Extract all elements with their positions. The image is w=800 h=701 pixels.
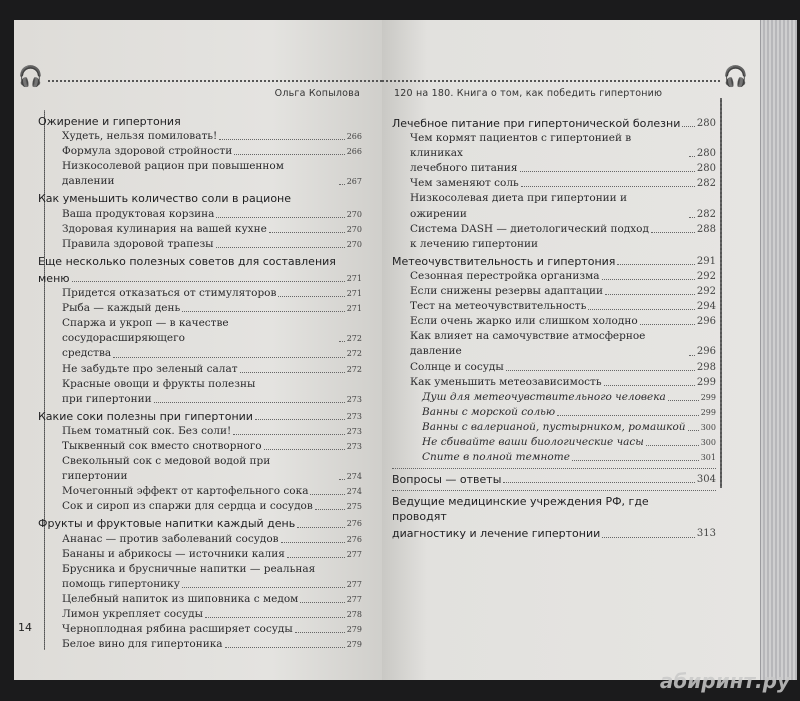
headphones-icon: 🎧	[723, 64, 748, 88]
toc-entry	[392, 269, 716, 284]
toc-section-entry	[392, 472, 716, 487]
toc-entry	[392, 390, 716, 405]
leader-dots	[557, 415, 699, 416]
leader-dots	[310, 494, 344, 495]
entry-title: Низкосолевой рацион при повышенном давлении	[62, 160, 284, 188]
leader-dots	[602, 279, 695, 280]
entry-title: Красные овощи и фрукты полезны	[62, 377, 256, 390]
entry-title: Худеть, нельзя помиловать!	[62, 130, 218, 143]
toc-entry	[392, 360, 716, 375]
entry-page-number: 296	[696, 316, 716, 328]
toc-section-entry	[392, 254, 716, 269]
entry-page-number: 272	[346, 334, 362, 344]
entry-page-number: 282	[696, 208, 716, 220]
leader-dots	[72, 281, 345, 282]
leader-dots	[503, 482, 695, 483]
toc-entry	[392, 284, 716, 299]
leader-dots	[689, 355, 695, 356]
leader-dots	[255, 419, 345, 420]
entry-page-number: 288	[696, 223, 716, 235]
leader-dots	[605, 294, 695, 295]
entry-page-number: 276	[346, 519, 362, 529]
entry-page-number: 304	[696, 474, 716, 486]
entry-page-number: 280	[696, 118, 716, 129]
entry-page-number: 280	[696, 163, 716, 175]
entry-page-number: 274	[346, 472, 362, 482]
toc-entry	[38, 316, 362, 346]
entry-title: Рыба — каждый день	[62, 302, 181, 315]
entry-page-number: 274	[346, 487, 362, 497]
toc-section-entry	[392, 494, 716, 524]
leader-dots	[646, 445, 699, 446]
toc-section-entry	[38, 516, 362, 531]
leader-dots	[182, 587, 345, 588]
entry-title: Солнце и сосуды	[410, 360, 504, 373]
entry-title: Если снижены резервы адаптации	[410, 285, 603, 298]
toc-entry	[38, 499, 362, 514]
entry-page-number: 276	[346, 534, 362, 544]
entry-title: помощь гипертонику	[62, 577, 180, 590]
right-page	[382, 20, 760, 680]
toc-entry	[38, 424, 362, 439]
entry-page-number: 279	[346, 625, 362, 635]
entry-title: Правила здоровой трапезы	[62, 237, 214, 250]
toc-entry	[38, 286, 362, 301]
toc-entry	[38, 484, 362, 499]
toc-entry	[392, 299, 716, 314]
entry-page-number: 291	[696, 255, 716, 267]
toc-entry	[392, 131, 716, 161]
toc-entry	[392, 435, 716, 450]
entry-page-number: 273	[346, 426, 362, 436]
entry-title: Ведущие медицинские учреждения РФ, где проводят	[392, 495, 649, 524]
toc-section-entry	[38, 191, 362, 206]
entry-title: Ванны с морской солью	[422, 405, 556, 418]
entry-title: Еще несколько полезных советов для составления	[38, 254, 336, 268]
entry-title: Не сбивайте ваши биологические часы	[422, 435, 644, 448]
entry-title: Как уменьшить количество соли в рационе	[38, 192, 292, 206]
entry-page-number: 275	[346, 502, 362, 512]
leader-dots	[216, 247, 345, 248]
toc-entry	[38, 129, 362, 144]
entry-title: Придется отказаться от стимуляторов	[62, 287, 277, 300]
toc-entry	[392, 375, 716, 390]
section-divider	[392, 490, 716, 491]
entry-title: Спите в полной темноте	[422, 451, 570, 464]
toc-entry	[392, 405, 716, 420]
entry-title: Мочегонный эффект от картофельного сока	[62, 485, 309, 498]
entry-title: Ожирение и гипертония	[38, 115, 181, 128]
toc-entry	[38, 592, 362, 607]
entry-title: диагностику и лечение гипертонии	[392, 527, 601, 541]
left-page	[14, 20, 382, 680]
leader-dots	[233, 434, 345, 435]
entry-title: средства	[62, 347, 112, 360]
entry-page-number: 273	[346, 441, 362, 451]
entry-title: Белое вино для гипертоника	[62, 638, 223, 651]
entry-title: Тест на метеочувствительность	[410, 300, 587, 313]
leader-dots	[682, 126, 695, 127]
entry-title: меню	[38, 271, 70, 285]
toc-entry	[38, 532, 362, 547]
entry-page-number: 266	[346, 147, 362, 157]
entry-page-number: 313	[696, 528, 716, 540]
leader-dots	[269, 232, 345, 233]
toc-section-entry	[38, 254, 362, 269]
entry-page-number: 299	[700, 407, 716, 417]
leader-dots	[339, 341, 345, 342]
leader-dots	[651, 232, 695, 233]
leader-dots	[154, 402, 345, 403]
entry-title: Лимон укрепляет сосуды	[62, 608, 203, 620]
entry-title: лечебного питания	[410, 162, 518, 175]
leader-dots	[688, 430, 699, 431]
entry-title: Здоровая кулинария на вашей кухне	[62, 222, 267, 235]
toc-entry	[38, 392, 362, 407]
entry-page-number: 271	[346, 273, 362, 283]
leader-dots	[295, 632, 345, 633]
leader-dots	[264, 449, 345, 450]
entry-title: Вопросы — ответы	[392, 473, 502, 487]
toc-entry	[38, 577, 362, 592]
toc-entry	[392, 191, 716, 221]
toc-entry	[38, 562, 362, 577]
entry-page-number: 272	[346, 349, 362, 359]
leader-dots	[521, 186, 695, 187]
vertical-dotted-rule	[720, 98, 722, 488]
leader-dots	[602, 537, 695, 538]
entry-page-number: 270	[346, 224, 362, 234]
leader-dots	[240, 372, 345, 373]
entry-page-number: 279	[346, 640, 362, 650]
leader-dots	[297, 527, 345, 528]
toc-entry	[38, 439, 362, 454]
running-head: Ольга Копылова	[274, 88, 360, 99]
toc-section-entry	[38, 114, 362, 129]
entry-title: Фрукты и фруктовые напитки каждый день	[38, 517, 296, 531]
leader-dots	[588, 309, 695, 310]
entry-title: Ваша продуктовая корзина	[62, 207, 215, 220]
entry-title: Метеочувствительность и гипертония	[392, 254, 616, 268]
toc-entry	[392, 237, 716, 252]
leader-dots	[287, 557, 345, 558]
entry-title: Низкосолевая диета при гипертонии и ожирении	[410, 192, 628, 220]
leader-dots	[689, 156, 695, 157]
toc-entry	[38, 377, 362, 392]
entry-title: Пьем томатный сок. Без соли!	[62, 424, 232, 437]
entry-page-number: 277	[346, 594, 362, 604]
entry-page-number: 271	[346, 304, 362, 314]
toc-entry	[392, 450, 716, 465]
entry-page-number: 270	[346, 209, 362, 219]
leader-dots	[113, 357, 345, 358]
entry-page-number: 301	[700, 453, 716, 463]
entry-page-number: 272	[346, 364, 362, 374]
leader-dots	[640, 324, 695, 325]
entry-title: Если очень жарко или слишком холодно	[410, 315, 638, 328]
entry-title: при гипертонии	[62, 392, 152, 405]
entry-title: Чем кормят пациентов с гипертонией в клиниках	[410, 132, 632, 160]
watermark: абиринт.ру	[659, 669, 790, 693]
toc-entry	[38, 622, 362, 637]
entry-title: Ванны с валерианой, пустырником, ромашкой	[422, 420, 686, 433]
toc-entry	[38, 222, 362, 237]
entry-title: Свекольный сок с медовой водой при гипертонии	[62, 455, 271, 483]
entry-page-number: 282	[696, 178, 716, 190]
toc-entry	[392, 176, 716, 191]
toc-entry	[392, 314, 716, 329]
toc-entry	[38, 159, 362, 189]
entry-page-number: 296	[696, 346, 716, 358]
leader-dots	[219, 139, 345, 140]
entry-title: Спаржа и укроп — в качестве сосудорасширяющего	[62, 317, 229, 345]
leader-dots	[339, 479, 345, 480]
header-rule	[382, 80, 720, 82]
toc-entry	[38, 301, 362, 316]
running-head: 120 на 180. Книга о том, как победить гипертонию	[394, 88, 663, 99]
leader-dots	[689, 217, 695, 218]
leader-dots	[278, 296, 344, 297]
entry-page-number: 292	[696, 286, 716, 298]
entry-title: Ананас — против заболеваний сосудов	[62, 532, 279, 545]
toc-entry	[38, 454, 362, 484]
entry-page-number: 266	[346, 132, 362, 142]
entry-title: Лечебное питание при гипертонической болезни	[392, 117, 681, 130]
headphones-icon: 🎧	[18, 64, 43, 88]
page-number: 14	[18, 621, 32, 634]
entry-page-number: 273	[346, 411, 362, 421]
entry-page-number: 277	[346, 549, 362, 559]
leader-dots	[520, 171, 695, 172]
leader-dots	[300, 602, 344, 603]
leader-dots	[234, 154, 344, 155]
entry-title: Сок и сироп из спаржи для сердца и сосудов	[62, 500, 313, 513]
page-edges	[760, 20, 797, 680]
toc-entry	[38, 547, 362, 562]
entry-page-number: 271	[346, 289, 362, 299]
toc-entry	[392, 222, 716, 237]
table-of-contents	[38, 112, 362, 652]
leader-dots	[604, 385, 695, 386]
entry-page-number: 300	[700, 437, 716, 447]
toc-section-entry	[392, 116, 716, 131]
toc-entry	[392, 420, 716, 435]
leader-dots	[506, 370, 695, 371]
leader-dots	[205, 617, 345, 618]
leader-dots	[572, 460, 699, 461]
entry-title: Как уменьшить метеозависимость	[410, 375, 602, 388]
toc-entry	[38, 207, 362, 222]
entry-title: Тыквенный сок вместо снотворного	[62, 439, 262, 452]
entry-page-number: 292	[696, 270, 716, 282]
entry-page-number: 280	[696, 148, 716, 160]
leader-dots	[281, 542, 345, 543]
entry-page-number: 298	[696, 361, 716, 373]
leader-dots	[182, 311, 345, 312]
toc-entry	[392, 161, 716, 176]
leader-dots	[339, 184, 345, 185]
toc-entry	[38, 637, 362, 652]
entry-title: Брусника и брусничные напитки — реальная	[62, 562, 316, 575]
entry-title: Черноплодная рябина расширяет сосуды	[62, 623, 293, 636]
toc-entry	[38, 144, 362, 159]
header-rule	[48, 80, 382, 82]
leader-dots	[617, 264, 695, 265]
leader-dots	[668, 400, 699, 401]
entry-page-number: 267	[346, 177, 362, 187]
entry-page-number: 273	[346, 394, 362, 404]
section-divider	[392, 468, 716, 469]
toc-entry	[38, 362, 362, 377]
leader-dots	[216, 217, 344, 218]
entry-title: Формула здоровой стройности	[62, 145, 233, 158]
entry-title: Какие соки полезны при гипертонии	[38, 409, 253, 423]
entry-title: Целебный напиток из шиповника с медом	[62, 592, 299, 605]
toc-section-entry	[38, 271, 362, 286]
table-of-contents	[392, 114, 716, 542]
leader-dots	[315, 509, 345, 510]
toc-entry	[38, 237, 362, 252]
entry-title: к лечению гипертонии	[410, 237, 538, 250]
toc-section-entry	[392, 526, 716, 541]
entry-title: Не забудьте про зеленый салат	[62, 362, 238, 375]
entry-title: Чем заменяют соль	[410, 177, 519, 190]
entry-page-number: 278	[346, 610, 362, 619]
entry-title: Сезонная перестройка организма	[410, 269, 600, 282]
entry-page-number: 300	[700, 422, 716, 432]
toc-entry	[38, 346, 362, 361]
entry-page-number: 299	[696, 376, 716, 388]
entry-title: Душ для метеочувствительного человека	[422, 390, 666, 403]
toc-section-entry	[38, 409, 362, 424]
entry-title: Система DASH — диетологический подход	[410, 222, 649, 235]
entry-title: Бананы и абрикосы — источники калия	[62, 547, 285, 560]
toc-entry	[392, 329, 716, 359]
entry-page-number: 299	[700, 392, 716, 402]
entry-page-number: 277	[346, 579, 362, 589]
toc-entry	[38, 607, 362, 622]
entry-title: Как влияет на самочувствие атмосферное давление	[410, 330, 646, 358]
entry-page-number: 270	[346, 239, 362, 249]
entry-page-number: 294	[696, 301, 716, 313]
leader-dots	[225, 647, 345, 648]
